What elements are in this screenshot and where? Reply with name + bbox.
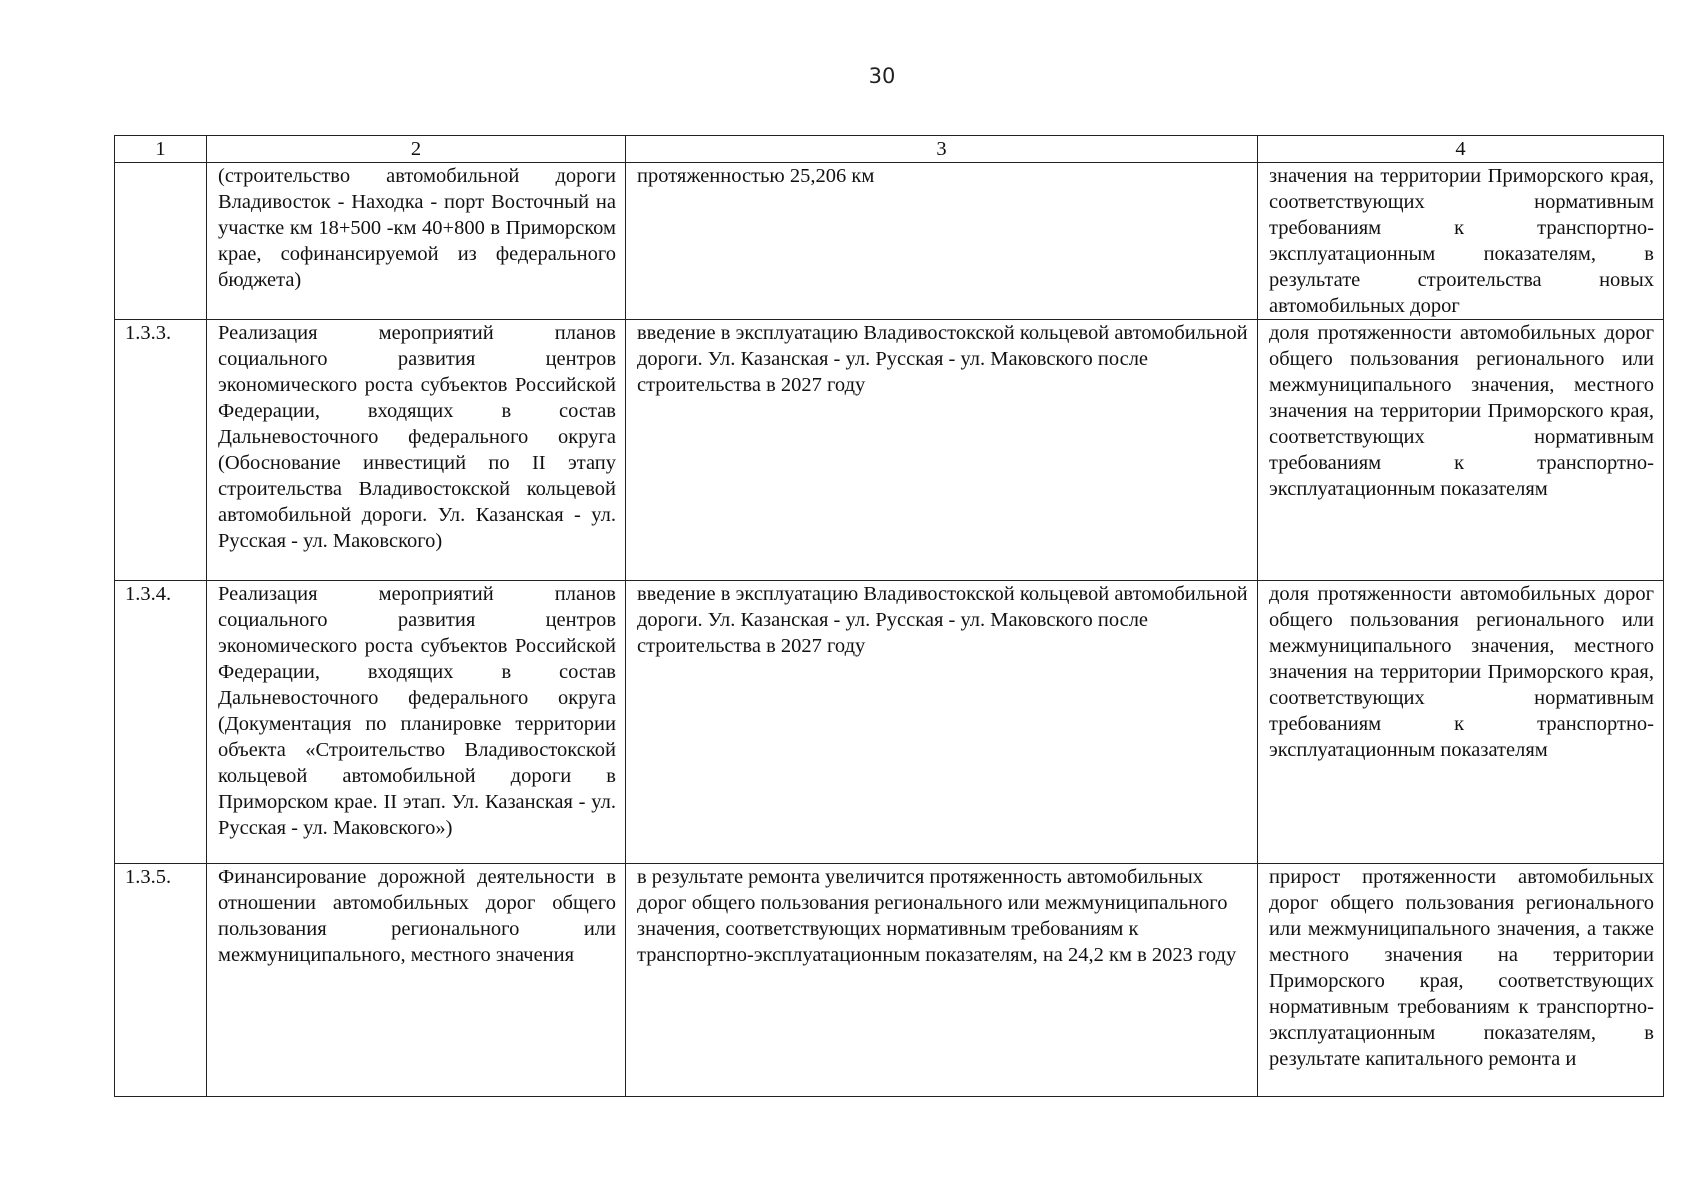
column-header-4: 4	[1258, 136, 1664, 163]
row-number: 1.3.4.	[115, 581, 207, 864]
column-header-2: 2	[207, 136, 626, 163]
row-number: 1.3.5.	[115, 864, 207, 1097]
row-indicator: прирост протяженности автомобильных дорог общего пользования регионального или межмуниципального значения, а также местного значения на территории Приморского края, соответствующих нормативным требованиям к транспортно-эксплуатационным показателям, в результате капитального ремонта и	[1258, 864, 1664, 1097]
row-description: Финансирование дорожной деятельности в отношении автомобильных дорог общего пользования регионального или межмуниципального, местного значения	[207, 864, 626, 1097]
table-row	[115, 163, 1664, 320]
column-header-1: 1	[115, 136, 207, 163]
table-header-row	[115, 136, 1664, 163]
row-description: Реализация мероприятий планов социального развития центров экономического роста субъектов Российской Федерации, входящих в состав Дальневосточного федерального округа (Обоснование инвестиций по II этапу строительства Владивостокской кольцевой автомобильной дороги. Ул. Казанская - ул. Русская - ул. Маковского)	[207, 320, 626, 581]
row-description: Реализация мероприятий планов социального развития центров экономического роста субъектов Российской Федерации, входящих в состав Дальневосточного федерального округа (Документация по планировке территории объекта «Строительство Владивостокской кольцевой автомобильной дороги в Приморском крае. II этап. Ул. Казанская - ул. Русская - ул. Маковского»)	[207, 581, 626, 864]
row-number	[115, 163, 207, 320]
row-result: введение в эксплуатацию Владивостокской кольцевой автомобильной дороги. Ул. Казанская - ул. Русская - ул. Маковского после строительства в 2027 году	[626, 320, 1258, 581]
table-row	[115, 864, 1664, 1097]
page-number: 30	[868, 64, 896, 88]
row-description: (строительство автомобильной дороги Владивосток - Находка - порт Восточный на участке км 18+500 -км 40+800 в Приморском крае, софинансируемой из федерального бюджета)	[207, 163, 626, 320]
row-indicator: доля протяженности автомобильных дорог общего пользования регионального или межмуниципального значения, местного значения на территории Приморского края, соответствующих нормативным требованиям к транспортно-эксплуатационным показателям	[1258, 581, 1664, 864]
row-indicator: значения на территории Приморского края, соответствующих нормативным требованиям к транспортно-эксплуатационным показателям, в результате строительства новых автомобильных дорог	[1258, 163, 1664, 320]
row-indicator: доля протяженности автомобильных дорог общего пользования регионального или межмуниципального значения, местного значения на территории Приморского края, соответствующих нормативным требованиям к транспортно-эксплуатационным показателям	[1258, 320, 1664, 581]
row-number: 1.3.3.	[115, 320, 207, 581]
table-row	[115, 320, 1664, 581]
row-result: введение в эксплуатацию Владивостокской кольцевой автомобильной дороги. Ул. Казанская - ул. Русская - ул. Маковского после строительства в 2027 году	[626, 581, 1258, 864]
row-result: протяженностью 25,206 км	[626, 163, 1258, 320]
column-header-3: 3	[626, 136, 1258, 163]
table-row	[115, 581, 1664, 864]
measures-table	[114, 135, 1664, 1097]
row-result: в результате ремонта увеличится протяженность автомобильных дорог общего пользования регионального или межмуниципального значения, соответствующих нормативным требованиям к транспортно-эксплуатационным показателям, на 24,2 км в 2023 году	[626, 864, 1258, 1097]
